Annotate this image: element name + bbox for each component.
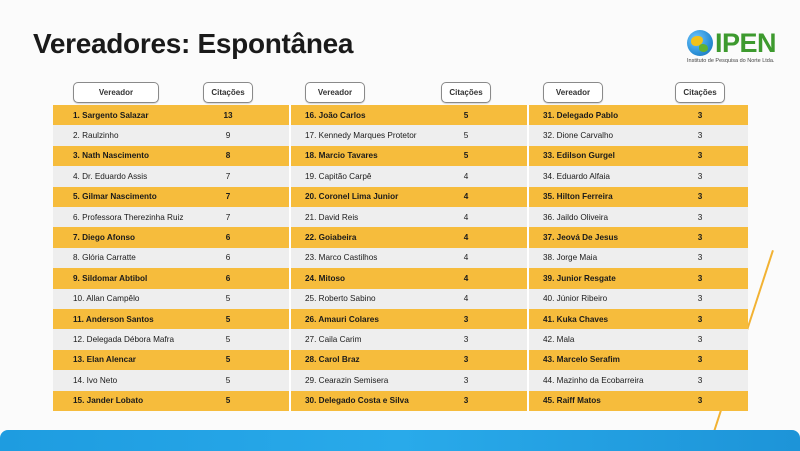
vereador-name: 22. Goiabeira (305, 233, 357, 243)
table-row (53, 207, 748, 227)
vereador-name: 11. Anderson Santos (73, 314, 154, 324)
header-vereador: Vereador (73, 82, 159, 103)
citacoes-count: 3 (697, 253, 703, 263)
citacoes-count: 13 (223, 110, 233, 120)
vereador-name: 40. Júnior Ribeiro (543, 294, 608, 304)
table-row (53, 125, 748, 145)
citacoes-count: 3 (697, 273, 703, 283)
citacoes-count: 4 (463, 233, 469, 243)
citacoes-count: 3 (697, 110, 703, 120)
citacoes-count: 5 (225, 335, 231, 345)
vereador-name: 7. Diego Afonso (73, 233, 136, 243)
table-row (53, 227, 748, 247)
citacoes-count: 3 (697, 294, 703, 304)
vereador-name: 5. Gilmar Nascimento (73, 192, 157, 202)
ranking-table (53, 82, 748, 412)
citacoes-count: 3 (463, 396, 469, 406)
vereador-name: 32. Dione Carvalho (543, 131, 614, 141)
vereador-name: 6. Professora Therezinha Ruiz (73, 212, 184, 222)
citacoes-count: 6 (225, 253, 231, 263)
citacoes-count: 3 (697, 212, 703, 222)
vereador-name: 42. Mala (543, 335, 575, 345)
vereador-name: 30. Delegado Costa e Silva (305, 396, 409, 406)
table-row (53, 187, 748, 207)
footer-bar (0, 430, 800, 451)
citacoes-count: 5 (463, 131, 469, 141)
citacoes-count: 5 (225, 314, 231, 324)
table-row (53, 309, 748, 329)
vereador-name: 43. Marcelo Serafim (543, 355, 620, 365)
table-row (53, 289, 748, 309)
column-separator (289, 105, 291, 411)
citacoes-count: 4 (463, 212, 469, 222)
citacoes-count: 3 (697, 151, 703, 161)
vereador-name: 14. Ivo Neto (73, 375, 118, 385)
vereador-name: 33. Edilson Gurgel (543, 151, 615, 161)
citacoes-count: 5 (225, 375, 231, 385)
vereador-name: 39. Junior Resgate (543, 273, 616, 283)
citacoes-count: 3 (697, 233, 703, 243)
vereador-name: 1. Sargento Salazar (73, 110, 149, 120)
header-vereador: Vereador (305, 82, 365, 103)
vereador-name: 8. Glória Carratte (73, 253, 136, 263)
citacoes-count: 4 (463, 253, 469, 263)
citacoes-count: 3 (697, 396, 703, 406)
vereador-name: 36. Jaildo Oliveira (543, 212, 609, 222)
citacoes-count: 3 (697, 131, 703, 141)
vereador-name: 27. Caila Carim (305, 335, 362, 345)
citacoes-count: 7 (225, 192, 231, 202)
header-citacoes: Citações (441, 82, 491, 103)
table-row (53, 391, 748, 411)
vereador-name: 45. Raiff Matos (543, 396, 601, 406)
table-row (53, 248, 748, 268)
vereador-name: 24. Mitoso (305, 273, 346, 283)
citacoes-count: 5 (225, 294, 231, 304)
vereador-name: 19. Capitão Carpê (305, 171, 372, 181)
citacoes-count: 3 (697, 171, 703, 181)
citacoes-count: 4 (463, 192, 469, 202)
vereador-name: 25. Roberto Sabino (305, 294, 376, 304)
citacoes-count: 3 (463, 355, 469, 365)
table-row (53, 350, 748, 370)
vereador-name: 41. Kuka Chaves (543, 314, 609, 324)
header-vereador: Vereador (543, 82, 603, 103)
citacoes-count: 5 (225, 355, 231, 365)
citacoes-count: 4 (463, 273, 469, 283)
column-separator (527, 105, 529, 411)
vereador-name: 29. Cearazin Semisera (305, 375, 389, 385)
citacoes-count: 8 (225, 151, 231, 161)
vereador-name: 9. Sildomar Abtibol (73, 273, 148, 283)
vereador-name: 10. Allan Campêlo (73, 294, 140, 304)
citacoes-count: 3 (697, 314, 703, 324)
citacoes-count: 6 (225, 233, 231, 243)
vereador-name: 16. João Carlos (305, 110, 366, 120)
vereador-name: 12. Delegada Débora Mafra (73, 335, 175, 345)
vereador-name: 13. Elan Alencar (73, 355, 136, 365)
citacoes-count: 3 (463, 375, 469, 385)
vereador-name: 15. Jander Lobato (73, 396, 144, 406)
citacoes-count: 3 (697, 335, 703, 345)
citacoes-count: 3 (463, 335, 469, 345)
citacoes-count: 3 (697, 355, 703, 365)
table-row (53, 370, 748, 390)
header-citacoes: Citações (675, 82, 725, 103)
citacoes-count: 3 (697, 375, 703, 385)
vereador-name: 26. Amauri Colares (305, 314, 379, 324)
table-row (53, 105, 748, 125)
vereador-name: 44. Mazinho da Ecobarreira (543, 375, 644, 385)
vereador-name: 31. Delegado Pablo (543, 110, 619, 120)
vereador-name: 17. Kennedy Marques Protetor (305, 131, 417, 141)
vereador-name: 3. Nath Nascimento (73, 151, 149, 161)
citacoes-count: 5 (225, 396, 231, 406)
logo-subtitle: Instituto de Pesquisa do Norte Ltda. (687, 58, 775, 64)
vereador-name: 4. Dr. Eduardo Assis (73, 171, 148, 181)
vereador-name: 2. Raulzinho (73, 131, 119, 141)
vereador-name: 23. Marco Castilhos (305, 253, 378, 263)
vereador-name: 35. Hilton Ferreira (543, 192, 613, 202)
vereador-name: 38. Jorge Maia (543, 253, 598, 263)
citacoes-count: 5 (463, 110, 469, 120)
table-row (53, 268, 748, 288)
vereador-name: 20. Coronel Lima Junior (305, 192, 399, 202)
citacoes-count: 7 (225, 212, 231, 222)
citacoes-count: 7 (225, 171, 231, 181)
vereador-name: 34. Eduardo Alfaia (543, 171, 610, 181)
table-body (53, 105, 748, 411)
citacoes-count: 9 (225, 131, 231, 141)
logo-text: IPEN (715, 28, 777, 58)
globe-icon (687, 30, 713, 56)
header-citacoes: Citações (203, 82, 253, 103)
table-headers (53, 82, 748, 104)
vereador-name: 21. David Reis (305, 212, 359, 222)
page-title: Vereadores: Espontânea (33, 28, 354, 59)
vereador-name: 18. Marcio Tavares (305, 151, 378, 161)
citacoes-count: 3 (463, 314, 469, 324)
citacoes-count: 5 (463, 151, 469, 161)
ipen-logo (685, 28, 785, 68)
citacoes-count: 6 (225, 273, 231, 283)
table-row (53, 329, 748, 349)
citacoes-count: 4 (463, 171, 469, 181)
table-row (53, 146, 748, 166)
vereador-name: 37. Jeová De Jesus (543, 233, 619, 243)
citacoes-count: 3 (697, 192, 703, 202)
citacoes-count: 4 (463, 294, 469, 304)
vereador-name: 28. Carol Braz (305, 355, 360, 365)
table-row (53, 166, 748, 186)
